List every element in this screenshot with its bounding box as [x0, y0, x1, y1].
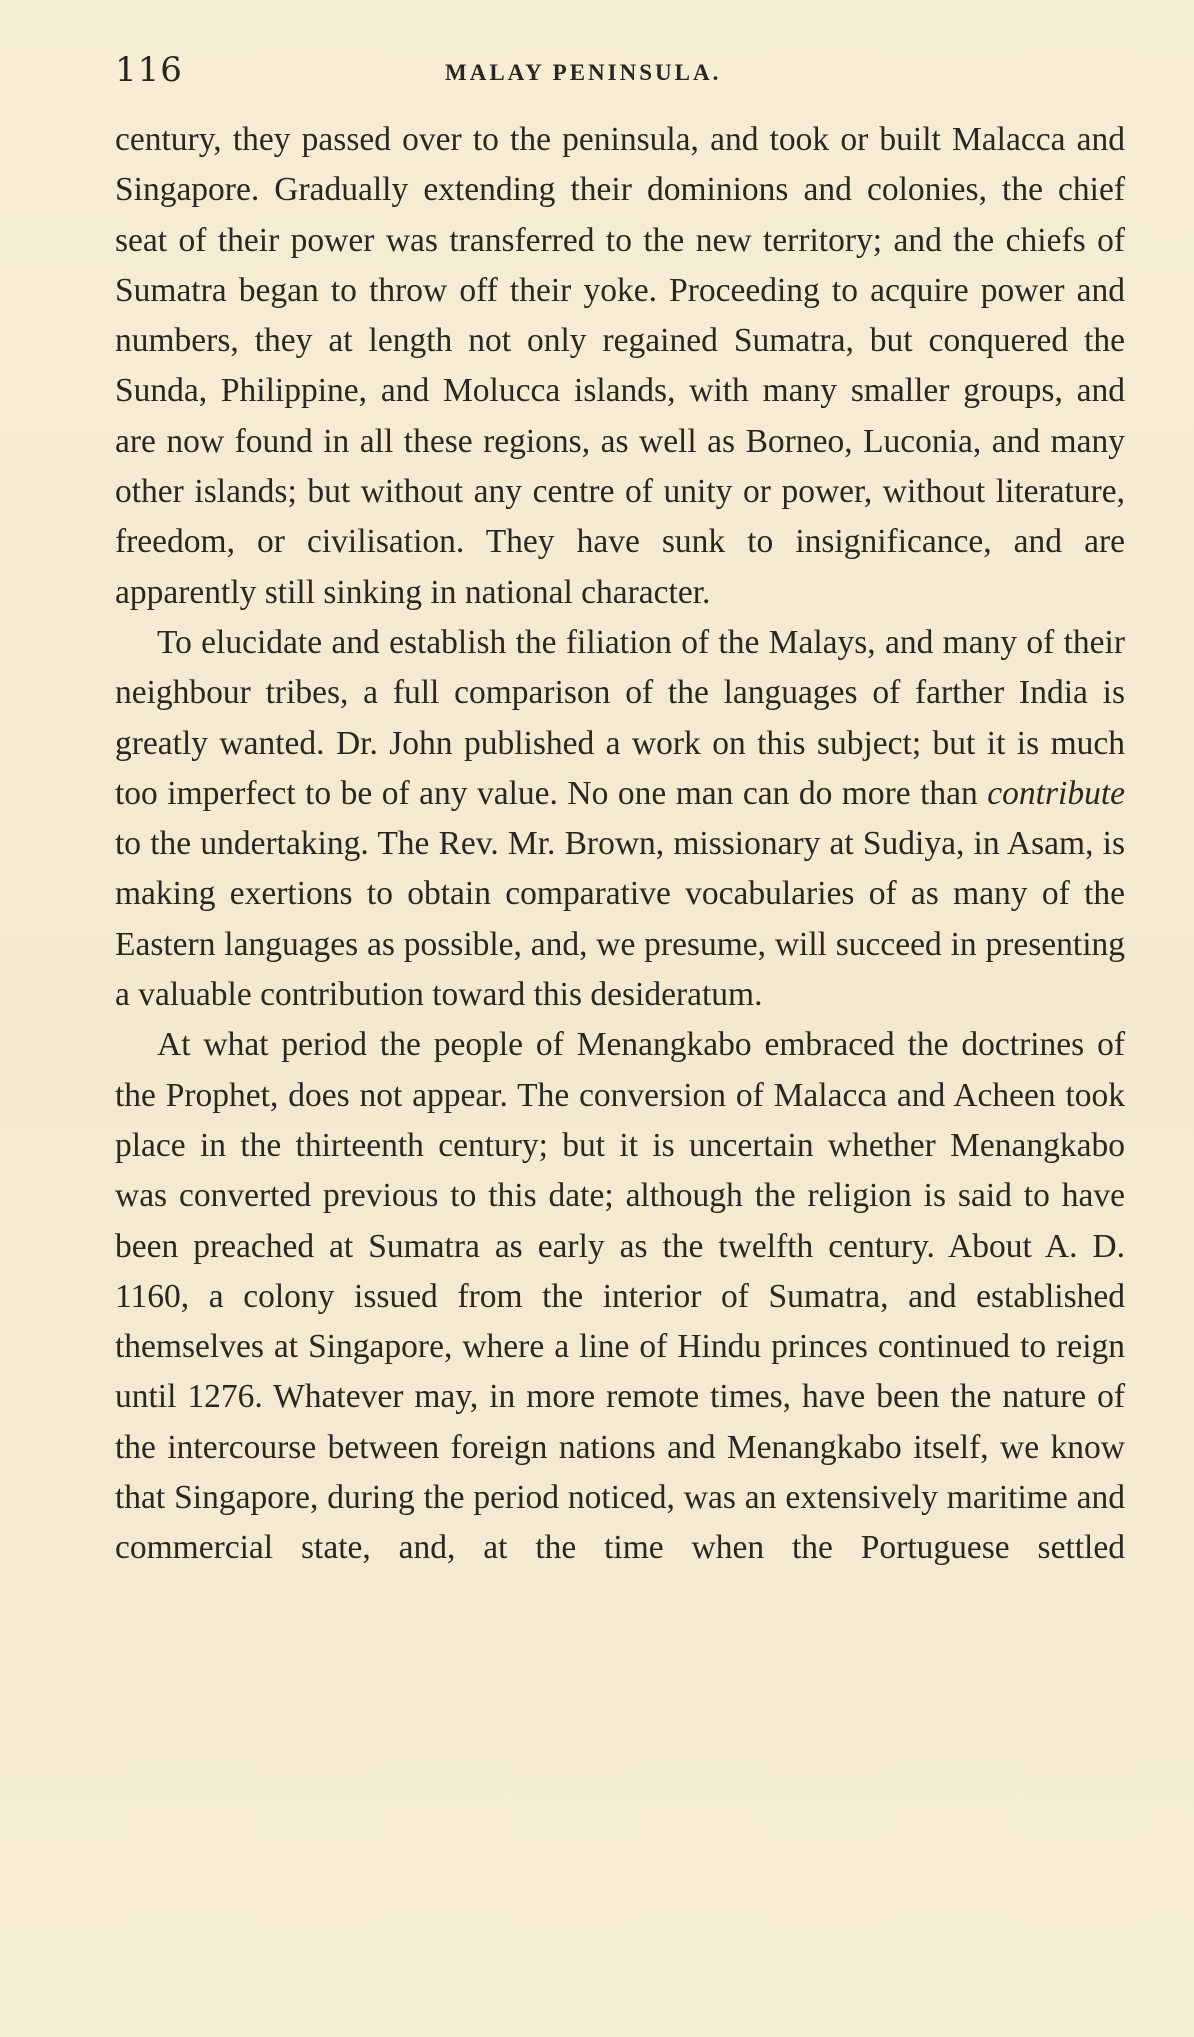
- page-number: 116: [115, 50, 183, 90]
- paragraph-2: [115, 618, 1125, 1020]
- running-title: MALAY PENINSULA.: [445, 60, 722, 85]
- paragraph-2-end: to the undertaking. The Rev. Mr. Brown, missionary at Sudiya, in Asam, is making exertions to obtain comparative vocabularies of as many of the Eastern languages as possible, and, we presume, will succeed in presenting a valuable contribution toward this desideratum.: [115, 825, 1125, 1014]
- paragraph-2-start: To elucidate and establish the filiation of the Malays, and many of their neighbour tribes, a full comparison of the languages of farther India is greatly wanted. Dr. John published a work on this subject; but it is much too imperfect to be of any value. No one man can do more than: [115, 623, 1125, 812]
- page-header: [115, 50, 1125, 100]
- paragraph-1: century, they passed over to the peninsula, and took or built Malacca and Singapore. Gradually extending their dominions and colonies, the chief seat of their power was transferred to the new territory; and the chiefs of Sumatra began to throw off their yoke. Proceeding to acquire power and numbers, they at length not only regained Sumatra, but conquered the Sunda, Philippine, and Molucca islands, with many smaller groups, and are now found in all these regions, as well as Borneo, Luconia, and many other islands; but without any centre of unity or power, without literature, freedom, or civilisation. They have sunk to insignificance, and are apparently still sinking in national character.: [115, 121, 1125, 611]
- body-text: [115, 115, 1125, 1574]
- paragraph-3: At what period the people of Menangkabo embraced the doctrines of the Prophet, does not appear. The conversion of Malacca and Acheen took place in the thirteenth century; but it is uncertain whether Menangkabo was converted previous to this date; although the religion is said to have been preached at Sumatra as early as the twelfth century. About A. D. 1160, a colony issued from the interior of Sumatra, and established themselves at Singapore, where a line of Hindu princes continued to reign until 1276. Whatever may, in more remote times, have been the nature of the intercourse between foreign nations and Menangkabo itself, we know that Singapore, during the period noticed, was an extensively maritime and commercial state, and, at the time when the Portuguese settled: [115, 1026, 1125, 1567]
- italic-word: contribute: [987, 774, 1125, 812]
